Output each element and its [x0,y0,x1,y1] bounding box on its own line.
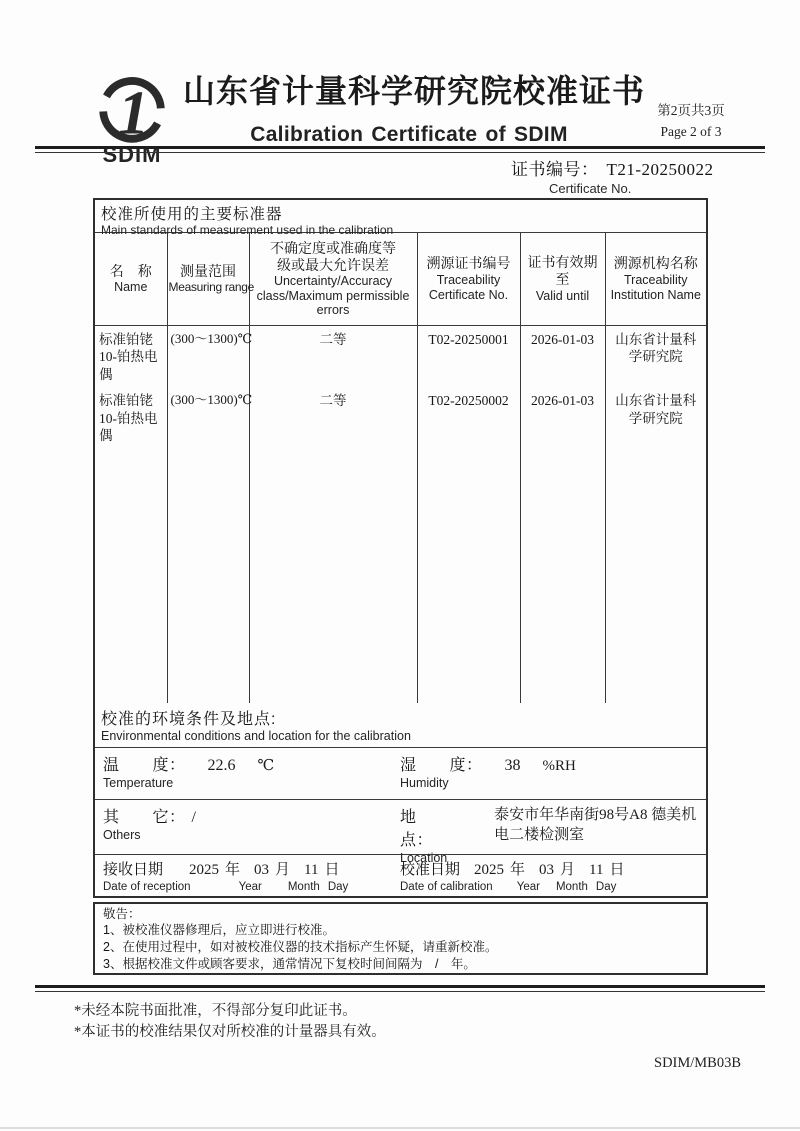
notice-item-1: 1、被校准仪器修理后，应立即进行校准。 [103,923,335,937]
standards-empty-space [95,449,706,703]
notice-item-3: 3、根据校准文件或顾客要求，通常情况下复校时间间隔为 / 年。 [103,957,476,971]
year-unit-en: Year [516,881,540,893]
humidity-label-zh: 湿 度： [400,757,483,774]
env-title-zh: 校准的环境条件及地点: [101,711,277,728]
col-header-name [95,233,167,325]
reception-label-zh: 接收日期 [103,861,164,878]
logo-text: SDIM [102,142,162,167]
humidity-unit: %RH [542,758,576,774]
footer-notes [74,1001,386,1043]
footer-rule [35,985,765,992]
std1-range: (300～1300)℃ [167,325,249,387]
col-uncertainty-en: Uncertainty/Accuracy class/Maximum permissible errors [256,274,410,318]
header-rule [35,146,765,153]
sdim-logo [82,74,182,168]
others-value: / [191,809,196,826]
reception-year: 2025 [189,862,220,878]
col-trace-no-zh: 溯源证书编号 [426,255,511,272]
col-header-valid-until [520,233,605,325]
env-section-title [95,703,706,748]
reception-label-en: Date of reception [103,881,191,893]
year-unit-zh: 年 [225,862,241,878]
standards-row-2 [95,387,706,449]
std1-institution [605,325,706,387]
col-header-institution [605,233,706,325]
std1-cert-no: T02-20250001 [417,325,520,387]
certificate-title-zh: 山东省计量科学研究院校准证书 [183,73,646,109]
col-header-trace-no [417,233,520,325]
filler-cell [167,449,249,703]
page-info-zh: 第2页共3页 [657,103,725,118]
standards-header-row [95,233,706,325]
notice-title: 敬告： [103,907,141,921]
std1-institution-text: 山东省计量科学研究院 [615,331,697,365]
svg-text:1: 1 [117,78,150,148]
temperature-unit: ℃ [257,758,275,774]
certificate-number [511,155,714,196]
humidity-label-en: Humidity [400,776,449,790]
std2-valid-until: 2026-01-03 [520,387,605,449]
month-unit-en: Month [555,881,588,893]
filler-cell [520,449,605,703]
page-info-en: Page 2 of 3 [660,123,722,139]
year-unit-zh: 年 [510,862,526,878]
std2-institution [605,387,706,449]
page-info [626,101,756,143]
std2-name: 标准铂铑10-铂热电偶 [95,387,167,449]
col-name-en: Name [114,280,148,295]
col-institution-zh: 溯源机构名称 [613,255,698,272]
calibration-label-zh: 校准日期 [400,861,461,878]
month-unit-zh: 月 [560,862,576,878]
std1-valid-until: 2026-01-03 [520,325,605,387]
standards-title-zh: 校准所使用的主要标准器 [101,206,283,223]
location-label-en: Location [400,851,448,865]
scan-edge-artifact [0,1127,800,1129]
certificate-number-label-en: Certificate No. [549,181,632,196]
humidity-value: 38 [504,757,521,774]
main-content-box [93,198,708,898]
title-block [183,66,646,147]
col-range-en: Measuring range [168,279,255,294]
form-code: SDIM/MB03B [654,1055,742,1071]
col-header-range [167,233,255,325]
standards-title-en: Main standards of measurement used in the calibration [101,223,394,237]
temperature-label-zh: 温 度： [103,757,186,774]
col-trace-no-en: Traceability Certificate No. [428,273,509,302]
month-unit-zh: 月 [275,862,291,878]
col-valid-until-en: Valid until [535,288,590,303]
notice-item-2: 2、在使用过程中，如对被校准仪器的技术指标产生怀疑，请重新校准。 [103,940,498,954]
location-label-zh: 地 点： [400,809,450,849]
calibration-year: 2025 [474,862,505,878]
std1-name: 标准铂铑10-铂热电偶 [95,325,167,387]
day-unit-en: Day [327,881,349,893]
reception-month: 03 [254,862,270,878]
std2-cert-no: T02-20250002 [417,387,520,449]
day-unit-en: Day [595,881,617,893]
year-unit-en: Year [238,881,262,893]
standards-table [95,233,706,703]
col-valid-until-zh: 证书有效期至 [527,254,598,288]
col-name-zh: 名 称 [109,262,152,279]
col-range-zh: 测量范围 [180,262,236,279]
day-unit-zh: 日 [609,862,625,878]
reception-date-field [103,858,400,895]
temperature-field [103,752,400,799]
std2-accuracy: 二等 [249,387,417,449]
reception-day: 11 [304,862,319,878]
day-unit-zh: 日 [324,862,340,878]
filler-cell [249,449,417,703]
temperature-value: 22.6 [207,757,236,774]
filler-cell [417,449,520,703]
calibration-month: 03 [539,862,555,878]
filler-cell [95,449,167,703]
std2-institution-text: 山东省计量科学研究院 [615,393,697,426]
calibration-label-en: Date of calibration [400,881,493,893]
footer-note-2: *本证书的校准结果仅对所校准的计量器具有效。 [74,1024,386,1041]
location-value: 泰安市年华南街98号A8 德美机电二楼检测室 [494,807,697,844]
standards-section-title [95,200,706,237]
std2-range: (300～1300)℃ [167,387,249,449]
sdim-emblem-icon [93,74,171,152]
calibration-day: 11 [589,862,604,878]
col-institution-en: Traceability Institution Name [610,273,701,302]
temperature-label-en: Temperature [103,776,174,790]
dates-row [95,855,706,895]
calibration-date-field [400,858,706,895]
month-unit-en: Month [287,881,320,893]
std1-accuracy: 二等 [249,325,417,387]
others-field [103,804,400,854]
others-label-zh: 其 它： [103,809,186,826]
filler-cell [605,449,706,703]
standards-row-1 [95,325,706,387]
location-field [400,804,706,865]
col-header-uncertainty [249,233,417,325]
certificate-number-label-zh: 证书编号： [511,160,599,179]
certificate-title-en: Calibration Certificate of SDIM [250,123,568,146]
env-title-en: Environmental conditions and location for the calibration [101,729,411,743]
footer-note-1: *未经本院书面批准，不得部分复印此证书。 [74,1003,357,1019]
others-location-row [95,800,706,865]
col-uncertainty-zh: 不确定度或准确度等级或最大允许误差 [270,239,396,273]
temperature-humidity-row [95,748,706,800]
others-label-en: Others [103,828,141,842]
certificate-number-value: T21-20250022 [606,160,714,179]
humidity-field [400,752,706,799]
notice-box [93,902,708,975]
